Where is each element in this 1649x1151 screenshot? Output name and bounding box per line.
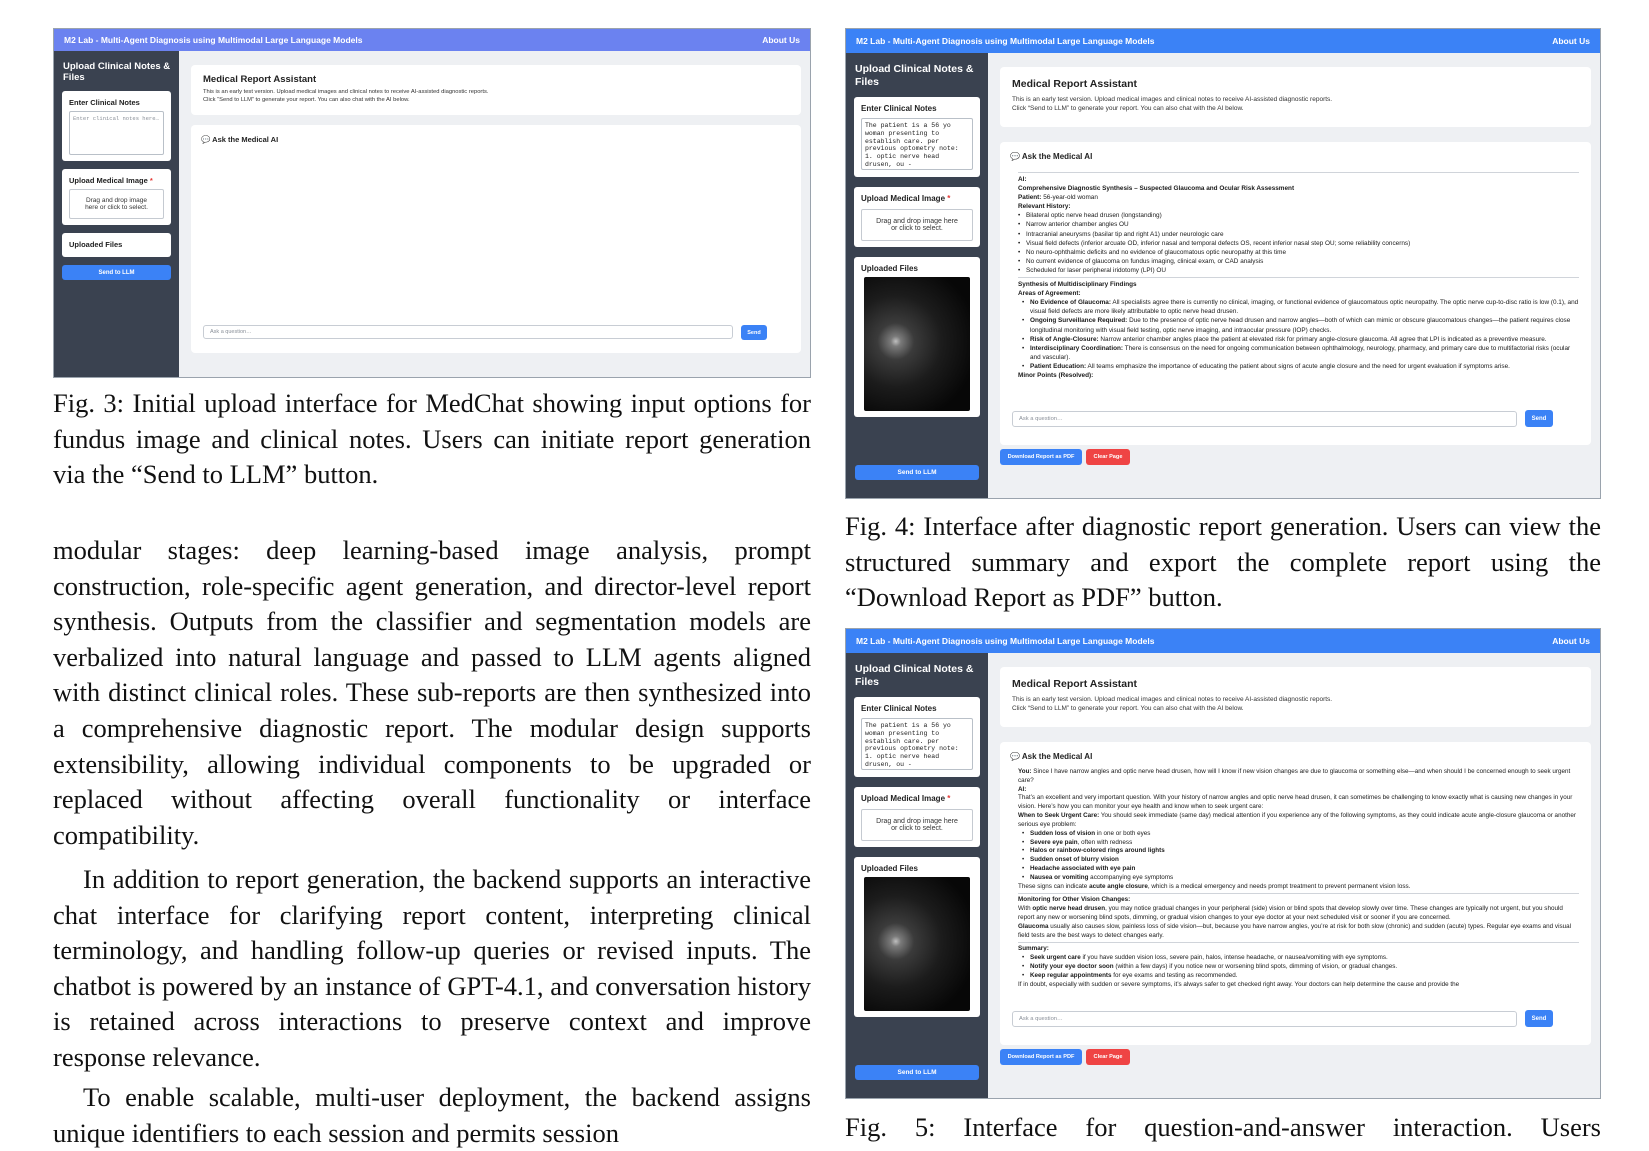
you-label: You: xyxy=(1018,768,1032,775)
assistant-title: Medical Report Assistant xyxy=(203,74,317,85)
required-mark: * xyxy=(947,194,951,203)
clinical-notes-input[interactable]: Enter clinical notes here… xyxy=(69,111,164,155)
uploaded-files-card xyxy=(854,857,980,1017)
figure-3-caption: Fig. 3: Initial upload interface for MedChat showing input options for fundus image and clinical notes. Users can initiate report generation via the “Send to LLM” button. xyxy=(53,388,811,490)
clinical-notes-input[interactable]: The patient is a 56 yo woman presenting to establish care. per previous optometry note: 1. optic nerve head drusen, ou - xyxy=(861,718,973,770)
assistant-title: Medical Report Assistant xyxy=(1012,78,1138,90)
speech-bubble-icon: 💬 xyxy=(1010,152,1020,161)
list-item: • No Evidence of Glaucoma: All specialists agree there is currently no clinical, imaging, or functional evidence of glaucomatous optic neuropathy. The optic nerve cup-to-disc ratio is low (0.1), and visual field defects are more likely attributable to optic nerve head drusen. xyxy=(1022,298,1579,316)
send-button[interactable]: Send xyxy=(741,325,767,340)
summary-list xyxy=(1022,954,1579,980)
list-item: • Bilateral optic nerve head drusen (longstanding) xyxy=(1018,211,1579,220)
list-item: • Notify your eye doctor soon (within a few days) if you notice new or worsening blind spots, dimming of vision, or gradual changes. xyxy=(1022,963,1579,972)
ask-input[interactable]: Ask a question… xyxy=(1012,1011,1517,1027)
clinical-notes-label: Enter Clinical Notes xyxy=(861,704,937,713)
body-paragraph-2: In addition to report generation, the backend supports an interactive chat interface for clarifying report content, interpreting clinical terminology, and handling follow-up queries or revised inputs. The chatbot is powered by an instance of GPT-4.1, and conversation history is retained across interactions to preserve context and improve response relevance. xyxy=(53,864,811,1072)
speech-bubble-icon: 💬 xyxy=(1010,752,1020,761)
ai-label: AI: xyxy=(1018,785,1027,793)
send-to-llm-button[interactable]: Send to LLM xyxy=(62,265,171,280)
sidebar xyxy=(846,653,988,1098)
sidebar-title: Upload Clinical Notes & Files xyxy=(855,63,974,88)
uploaded-files-card xyxy=(854,257,980,417)
image-dropzone[interactable]: Drag and drop image here or click to select. xyxy=(861,209,973,241)
app-header xyxy=(846,629,1600,653)
ask-input[interactable]: Ask a question… xyxy=(203,325,733,339)
about-us-link[interactable]: About Us xyxy=(1552,36,1590,46)
body-paragraph-1: modular stages: deep learning-based image analysis, prompt construction, role-specific agent generation, and director-level report synthesis. Outputs from the classifier and segmentation models are verbalized into natural language and passed to LLM agents aligned with distinct clinical roles. These sub-reports are then synthesized into a comprehensive diagnostic report. The modular design supports extensibility, allowing individual components to be upgraded or replaced without affecting overall functionality or interface compatibility. xyxy=(53,535,811,850)
required-mark: * xyxy=(947,794,951,803)
app-title: M2 Lab - Multi-Agent Diagnosis using Multimodal Large Language Models xyxy=(856,636,1155,646)
clinical-notes-input[interactable]: The patient is a 56 yo woman presenting to establish care. per previous optometry note: 1. optic nerve head drusen, ou - xyxy=(861,118,973,170)
figure-5-screenshot xyxy=(845,628,1601,1099)
list-item: • Severe eye pain, often with redness xyxy=(1022,839,1579,848)
assistant-description: This is an early test version. Upload medical images and clinical notes to receive AI-assisted diagnostic reports. Click “Send to LLM” to generate your report. You can also chat with the AI below. xyxy=(1012,696,1333,713)
chat-card xyxy=(1000,142,1591,445)
list-item: • Sudden onset of blurry vision xyxy=(1022,856,1579,865)
list-item: • Ongoing Surveillance Required: Due to the presence of optic nerve head drusen and narrow angles—both of which can mimic or obscure glaucomatous changes—the patient requires close longitudinal monitoring with visual field testing, optic nerve imaging, and intraocular pressure (IOP) checks. xyxy=(1022,316,1579,334)
figure-3-screenshot xyxy=(53,28,811,378)
assistant-card xyxy=(191,65,801,115)
report-message: AI: Comprehensive Diagnostic Synthesis – Suspected Glaucoma and Ocular Risk Assessment Patient: 56-year-old woman Relevant History: • Bilateral optic nerve head drusen (longstanding) • Narrow anterior chamber angles OU • Intracranial aneurysms (basilar tip and right A1) under neurologic care • Visual field defects (inferior arcuate OD, inferior nasal and temporal defects OS, recent inferior nasal step OU; some reliability concerns) • No neuro-ophthalmic deficits and no evidence of glaucomatous optic neuropathy at this time • No current evidence of glaucoma on fundus imaging, clinical exam, or CAD analysis • Scheduled for laser peripheral iridotomy (LPI) OU Synthesis of Multidisciplinary Findings Areas of Agreement: • No Evidence of Glaucoma: All specialists agree there is currently no clinical, imaging, or functional evidence of glaucomatous optic neuropathy. The optic nerve cup-to-disc ratio is low (0.1), and visual field defects are more likely attributable to optic nerve head drusen. • Ongoing Surveillance Required: Due to the presence of optic nerve head drusen and narrow angles—both of which can mimic or obscure glaucomatous changes—the patient requires close longitudinal monitoring with visual field testing, optic nerve imaging, and intraocular pressure (IOP) checks. • Risk of Angle-Closure: Narrow anterior chamber angles place the patient at elevated risk for primary angle-closure glaucoma. All agree that LPI is indicated as a preventive measure. • Interdisciplinary Coordination: There is consensus on the need for ongoing communication between ophthalmology, neurology, pharmacy, and primary care due to multifactorial risks (ocular and vascular). • Patient Education: All teams emphasize the importance of educating the patient about signs of acute angle closure and the need for urgent evaluation if symptoms arise. Minor Points (Resolved): xyxy=(1018,170,1579,403)
list-item: • Patient Education: All teams emphasize the importance of educating the patient about signs of acute angle closure and the need for urgent evaluation if symptoms arise. xyxy=(1022,362,1579,371)
chat-card xyxy=(1000,742,1591,1045)
download-pdf-button[interactable]: Download Report as PDF xyxy=(1000,449,1082,465)
assistant-title: Medical Report Assistant xyxy=(1012,678,1138,690)
qa-message: You: Since I have narrow angles and optic nerve head drusen, how will I know if new vision changes are due to glaucoma or something else—and when should I be concerned enough to seek urgent care? AI: That’s an excellent and very important question. With your history of narrow angles and optic nerve head drusen, it can sometimes be challenging to know exactly what is causing new changes in your vision. Here’s how you can monitor your eye health and know when to seek urgent care: When to Seek Urgent Care: You should seek immediate (same day) medical attention if you experience any of the following symptoms, as they could indicate acute angle-closure glaucoma or another serious eye problem: • Sudden loss of vision in one or both eyes • Severe eye pain, often with redness • Halos or rainbow-colored rings around lights • Sudden onset of blurry vision • Headache associated with eye pain • Nausea or vomiting accompanying eye symptoms These signs can indicate acute angle closure, which is a medical emergency and needs prompt treatment to prevent permanent vision loss. Monitoring for Other Vision Changes: With optic nerve head drusen, you may notice gradual changes in your peripheral (side) vision or blind spots that develop slowly over time. These changes are typically not urgent, but you should report any new or worsening blind spots, dimming, or gradual vision changes to your eye doctor at your next scheduled visit or sooner if you are concerned. Glaucoma usually also causes slow, painless loss of side vision—but, because you have narrow angles, you’re at risk for both slow (chronic) and sudden (acute) types. Regular eye exams and visual field tests are the best ways to detect changes early. Summary: • Seek urgent care if you have sudden vision loss, severe pain, halos, intense headache, or nausea/vomiting with eye symptoms. • Notify your eye doctor soon (within a few days) if you notice new or worsening blind spots, dimming of vision, or gradual changes. • Keep regular appointments for eye exams and testing as recommended. If in doubt, especially with sudden or severe symptoms, it’s always safer to get checked right away. Your doctors can help determine the cause and provide the xyxy=(1018,768,1579,1003)
send-to-llm-button[interactable]: Send to LLM xyxy=(855,465,979,480)
uploaded-files-label: Uploaded Files xyxy=(69,240,123,249)
uploaded-files-label: Uploaded Files xyxy=(861,264,918,273)
app-header xyxy=(846,29,1600,53)
image-dropzone[interactable]: Drag and drop image here or click to select. xyxy=(861,809,973,841)
download-pdf-button[interactable]: Download Report as PDF xyxy=(1000,1049,1082,1065)
app-header xyxy=(54,29,810,51)
assistant-card xyxy=(1000,67,1591,127)
ai-label: AI: xyxy=(1018,176,1027,183)
list-item: • Narrow anterior chamber angles OU xyxy=(1018,220,1579,229)
list-item: • No neuro-ophthalmic deficits and no evidence of glaucomatous optic neuropathy at this time xyxy=(1018,248,1579,257)
clinical-notes-card xyxy=(854,697,980,777)
clinical-notes-label: Enter Clinical Notes xyxy=(861,104,937,113)
sidebar xyxy=(846,53,988,498)
send-button[interactable]: Send xyxy=(1525,410,1553,427)
uploaded-files-label: Uploaded Files xyxy=(861,864,918,873)
figure-4-screenshot xyxy=(845,28,1601,499)
clear-page-button[interactable]: Clear Page xyxy=(1086,1049,1130,1065)
app-title: M2 Lab - Multi-Agent Diagnosis using Multimodal Large Language Models xyxy=(856,36,1155,46)
upload-image-card xyxy=(62,169,171,225)
sidebar xyxy=(54,51,179,377)
sidebar-title: Upload Clinical Notes & Files xyxy=(855,663,974,688)
clinical-notes-card xyxy=(854,97,980,177)
history-list xyxy=(1018,211,1579,275)
image-dropzone[interactable]: Drag and drop image here or click to select. xyxy=(69,189,164,219)
app-title: M2 Lab - Multi-Agent Diagnosis using Multimodal Large Language Models xyxy=(64,35,363,45)
assistant-description: This is an early test version. Upload medical images and clinical notes to receive AI-assisted diagnostic reports. Click “Send to LLM” to generate your report. You can also chat with the AI below. xyxy=(1012,96,1333,113)
chat-title: 💬 Ask the Medical AI xyxy=(1010,752,1093,761)
chat-title: 💬 Ask the Medical AI xyxy=(1010,152,1093,161)
upload-image-label: Upload Medical Image * xyxy=(69,176,153,185)
speech-bubble-icon: 💬 xyxy=(201,135,211,144)
list-item: • Seek urgent care if you have sudden vision loss, severe pain, halos, intense headache, or nausea/vomiting with eye symptoms. xyxy=(1022,954,1579,963)
fundus-image xyxy=(864,877,970,1011)
about-us-link[interactable]: About Us xyxy=(762,35,800,45)
upload-image-card xyxy=(854,787,980,847)
symptom-list xyxy=(1022,830,1579,883)
list-item: • Halos or rainbow-colored rings around lights xyxy=(1022,847,1579,856)
list-item: • Risk of Angle-Closure: Narrow anterior chamber angles place the patient at elevated risk for primary angle-closure glaucoma. All agree that LPI is indicated as a preventive measure. xyxy=(1022,335,1579,344)
clinical-notes-label: Enter Clinical Notes xyxy=(69,98,140,107)
list-item: • Intracranial aneurysms (basilar tip and right A1) under neurologic care xyxy=(1018,230,1579,239)
chat-card xyxy=(191,125,801,353)
upload-image-card xyxy=(854,187,980,247)
assistant-description: This is an early test version. Upload medical images and clinical notes to receive AI-assisted diagnostic reports. Click “Send to LLM” to generate your report. You can also chat with the AI below. xyxy=(203,89,489,104)
clear-page-button[interactable]: Clear Page xyxy=(1086,449,1130,465)
list-item: • No current evidence of glaucoma on fundus imaging, clinical exam, or CAD analysis xyxy=(1018,257,1579,266)
list-item: • Interdisciplinary Coordination: There is consensus on the need for ongoing communication between ophthalmology, neurology, pharmacy, and primary care due to multifactorial risks (ocular and vascular). xyxy=(1022,344,1579,362)
list-item: • Nausea or vomiting accompanying eye symptoms xyxy=(1022,874,1579,883)
figure-4-caption: Fig. 4: Interface after diagnostic report generation. Users can view the structured summary and export the complete report using the “Download Report as PDF” button. xyxy=(845,511,1601,613)
list-item: • Sudden loss of vision in one or both eyes xyxy=(1022,830,1579,839)
clinical-notes-card xyxy=(62,91,171,161)
chat-title: 💬 Ask the Medical AI xyxy=(201,135,279,144)
upload-image-label: Upload Medical Image * xyxy=(861,194,951,203)
agreement-list xyxy=(1022,298,1579,371)
list-item: • Keep regular appointments for eye exams and testing as recommended. xyxy=(1022,972,1579,981)
upload-image-label: Upload Medical Image * xyxy=(861,794,951,803)
list-item: • Headache associated with eye pain xyxy=(1022,865,1579,874)
send-button[interactable]: Send xyxy=(1525,1010,1553,1027)
uploaded-files-card xyxy=(62,233,171,257)
required-mark: * xyxy=(149,176,153,185)
figure-5-caption: Fig. 5: Interface for question-and-answer interaction. Users xyxy=(845,1112,1601,1142)
report-heading: Comprehensive Diagnostic Synthesis – Suspected Glaucoma and Ocular Risk Assessment xyxy=(1018,185,1295,193)
assistant-card xyxy=(1000,667,1591,727)
user-question: Since I have narrow angles and optic nerve head drusen, how will I know if new vision changes are due to glaucoma or something else—and when should I be concerned enough to seek urgent care? xyxy=(1018,768,1571,784)
list-item: • Scheduled for laser peripheral iridotomy (LPI) OU xyxy=(1018,266,1579,275)
ask-input[interactable]: Ask a question… xyxy=(1012,411,1517,427)
send-to-llm-button[interactable]: Send to LLM xyxy=(855,1065,979,1080)
list-item: • Visual field defects (inferior arcuate OD, inferior nasal and temporal defects OS, recent inferior nasal step OU; some reliability concerns) xyxy=(1018,239,1579,248)
fundus-image xyxy=(864,277,970,411)
body-paragraph-3: To enable scalable, multi-user deployment, the backend assigns unique identifiers to each session and permits session xyxy=(53,1082,811,1148)
about-us-link[interactable]: About Us xyxy=(1552,636,1590,646)
sidebar-title: Upload Clinical Notes & Files xyxy=(63,61,171,84)
